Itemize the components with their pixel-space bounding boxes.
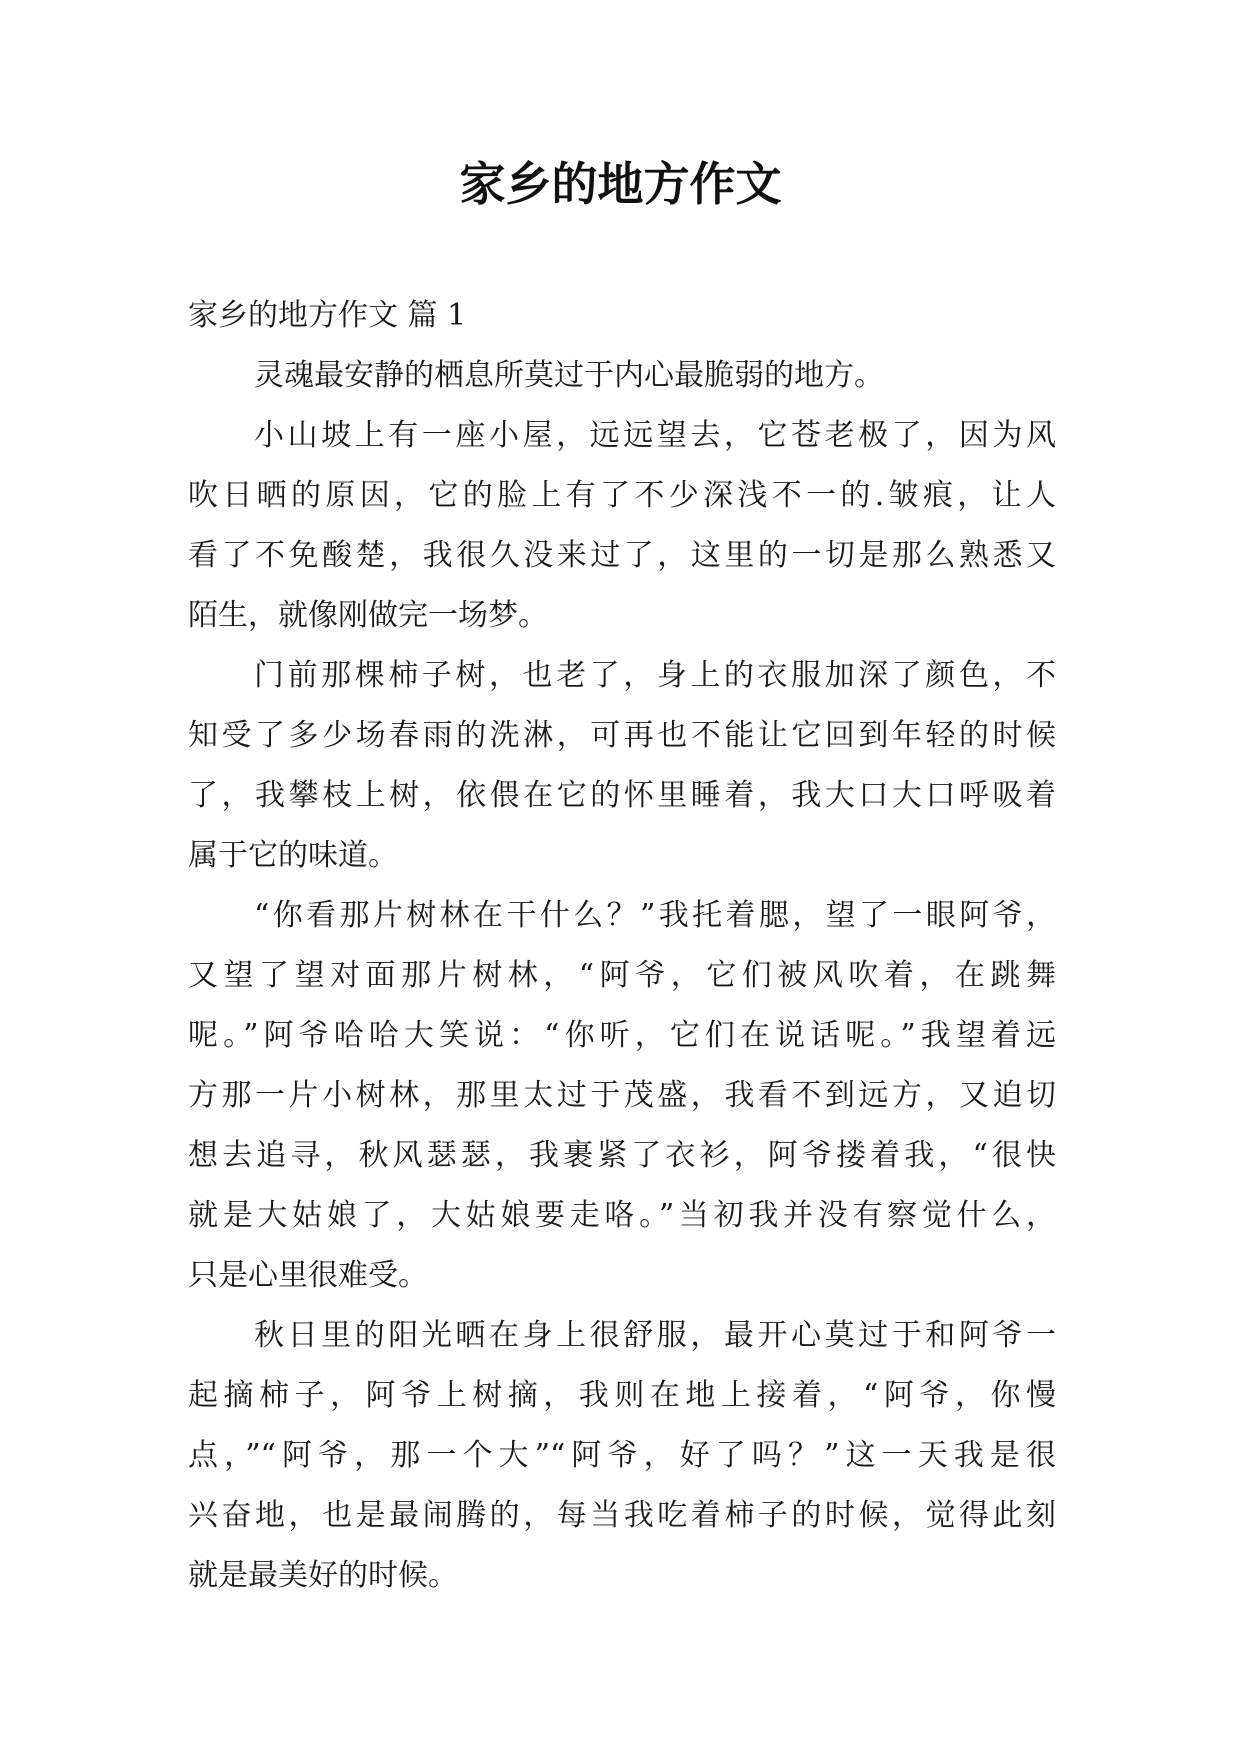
paragraph-line: 方那一片小树林，那里太过于茂盛，我看不到远方，又迫切 bbox=[188, 1078, 1056, 1113]
document-body bbox=[188, 286, 1056, 1606]
paragraph-line: 想去追寻，秋风瑟瑟，我裹紧了衣衫，阿爷搂着我，“很快 bbox=[188, 1138, 1056, 1173]
paragraph-line: 呢。”阿爷哈哈大笑说：“你听，它们在说话呢。”我望着远 bbox=[188, 1018, 1056, 1053]
paragraph-line: 只是心里很难受。 bbox=[188, 1258, 428, 1293]
paragraph-line: 陌生，就像刚做完一场梦。 bbox=[188, 598, 548, 633]
paragraph-line: 起摘柿子，阿爷上树摘，我则在地上接着，“阿爷，你慢 bbox=[188, 1378, 1056, 1413]
paragraph-line: 又望了望对面那片树林，“阿爷，它们被风吹着，在跳舞 bbox=[188, 958, 1056, 993]
section-heading: 家乡的地方作文 篇 1 bbox=[188, 298, 467, 333]
paragraph-line: 看了不免酸楚，我很久没来过了，这里的一切是那么熟悉又 bbox=[188, 538, 1056, 573]
paragraph-line: 门前那棵柿子树，也老了，身上的衣服加深了颜色，不 bbox=[254, 658, 1056, 693]
paragraph-line: 吹日晒的原因，它的脸上有了不少深浅不一的.皱痕，让人 bbox=[188, 478, 1056, 513]
paragraph-line: 了，我攀枝上树，依偎在它的怀里睡着，我大口大口呼吸着 bbox=[188, 778, 1056, 813]
paragraph bbox=[188, 406, 1056, 646]
paragraph-line: 点，”“阿爷，那一个大”“阿爷，好了吗？”这一天我是很 bbox=[188, 1438, 1056, 1473]
paragraph bbox=[188, 346, 1056, 406]
paragraph bbox=[188, 1306, 1056, 1606]
paragraph-line: 兴奋地，也是最闹腾的，每当我吃着柿子的时候，觉得此刻 bbox=[188, 1498, 1056, 1533]
paragraph-line: 小山坡上有一座小屋，远远望去，它苍老极了，因为风 bbox=[254, 418, 1056, 453]
paragraph-line: 就是大姑娘了，大姑娘要走咯。”当初我并没有察觉什么， bbox=[188, 1198, 1056, 1233]
paragraph bbox=[188, 646, 1056, 886]
paragraph-line: 属于它的味道。 bbox=[188, 838, 398, 873]
paragraph-line: 就是最美好的时候。 bbox=[188, 1558, 458, 1593]
paragraph-line: “你看那片树林在干什么？”我托着腮，望了一眼阿爷， bbox=[254, 898, 1056, 933]
paragraph-line: 灵魂最安静的栖息所莫过于内心最脆弱的地方。 bbox=[254, 358, 884, 393]
document-title: 家乡的地方作文 bbox=[459, 157, 782, 211]
paragraph-line: 秋日里的阳光晒在身上很舒服，最开心莫过于和阿爷一 bbox=[254, 1318, 1056, 1353]
paragraph bbox=[188, 886, 1056, 1306]
paragraph-list bbox=[188, 346, 1056, 1606]
paragraph-line: 知受了多少场春雨的洗淋，可再也不能让它回到年轻的时候 bbox=[188, 718, 1056, 753]
